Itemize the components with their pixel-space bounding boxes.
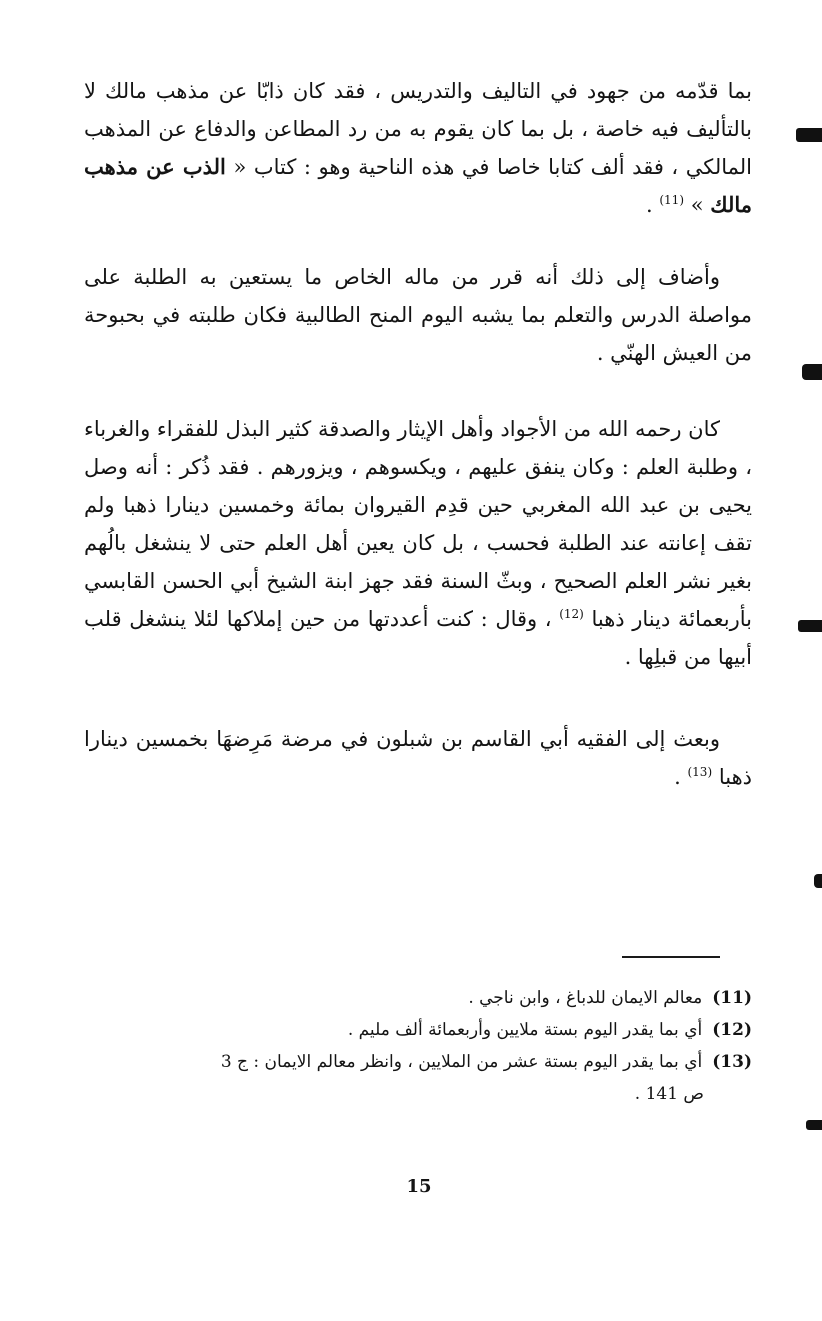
footnote-number: (12)	[712, 1020, 752, 1040]
paragraph-3	[84, 410, 752, 676]
book-title: الذب عن مذهب مالك	[84, 154, 752, 217]
footnote-text: أي بما يقدر اليوم بستة ملايين وأربعمائة ألف مليم .	[347, 1020, 703, 1040]
footnote-number: (11)	[712, 988, 752, 1008]
footnote-text: أي بما يقدر اليوم بستة عشر من الملايين ، وانظر معالم الايمان : ج 3	[220, 1052, 703, 1072]
paragraph-3-text: كان رحمه الله من الأجواد وأهل الإيثار والصدقة كثير البذل للفقراء والغرباء ، وطلبة العلم : وكان ينفق عليهم ، ويكسوهم ، ويزورهم . فقد ذُكر : أنه وصل يحيى بن عبد الله المغربي حين قدِم القيروان بمائة وخمسين دينارا ذهبا ولم تقف إعانته عند الطلبة فحسب ، بل كان يعين أهل العلم حتى لا ينشغل بالُهم بغير نشر العلم الصحيح ، وبثّ السنة فقد جهز ابنة الشيخ أبي الحسن القابسي بأربعمائة دينار ذهبا	[84, 417, 752, 631]
footnote-ref-11[interactable]: (11)	[659, 193, 685, 207]
page-number: 15	[406, 1176, 432, 1197]
footnotes	[96, 982, 752, 1110]
paragraph-1-end: .	[645, 193, 653, 217]
paragraph-2-text: وأضاف إلى ذلك أنه قرر من ماله الخاص ما يستعين به الطلبة على مواصلة الدرس والتعلم بما يشبه اليوم المنح الطالبية فكان طلبته في بحبوحة من العيش الهنّي .	[84, 265, 752, 365]
paragraph-1	[84, 72, 752, 224]
footnote-13-continuation: ص 141 .	[634, 1084, 704, 1104]
scan-mark	[814, 874, 822, 888]
paragraph-4	[84, 720, 752, 796]
scan-mark	[802, 364, 822, 380]
footnote-11	[96, 982, 752, 1014]
footnote-number: (13)	[712, 1052, 752, 1072]
paragraph-4-text: وبعث إلى الفقيه أبي القاسم بن شبلون في مرضة مَرِضهَا بخمسين دينارا ذهبا	[84, 727, 752, 789]
footnote-separator	[622, 956, 720, 958]
scan-mark	[798, 620, 822, 632]
footnote-ref-12[interactable]: (12)	[559, 607, 584, 621]
paragraph-1-quote-close: »	[690, 193, 704, 217]
paragraph-1-text: بما قدّمه من جهود في التاليف والتدريس ، فقد كان ذابّا عن مذهب مالك لا بالتأليف فيه خاصة ، بل بما كان يقوم به من رد المطاعن والدفاع عن المذهب المالكي ، فقد ألف كتابا خاصا في هذه الناحية وهو : كتاب «	[84, 79, 752, 179]
paragraph-3-text-end: ، وقال : كنت أعددتها من حين إملاكها لئلا ينشغل قلب أبيها من قبلِها .	[84, 607, 752, 669]
paragraph-4-end: .	[674, 765, 681, 789]
footnote-12	[96, 1014, 752, 1046]
footnote-text: معالم الايمان للدباغ ، وابن ناجي .	[468, 988, 703, 1008]
footnote-13	[96, 1046, 752, 1078]
scan-mark	[806, 1120, 822, 1130]
footnote-ref-13[interactable]: (13)	[687, 765, 713, 779]
paragraph-2	[84, 258, 752, 372]
scan-mark	[796, 128, 822, 142]
